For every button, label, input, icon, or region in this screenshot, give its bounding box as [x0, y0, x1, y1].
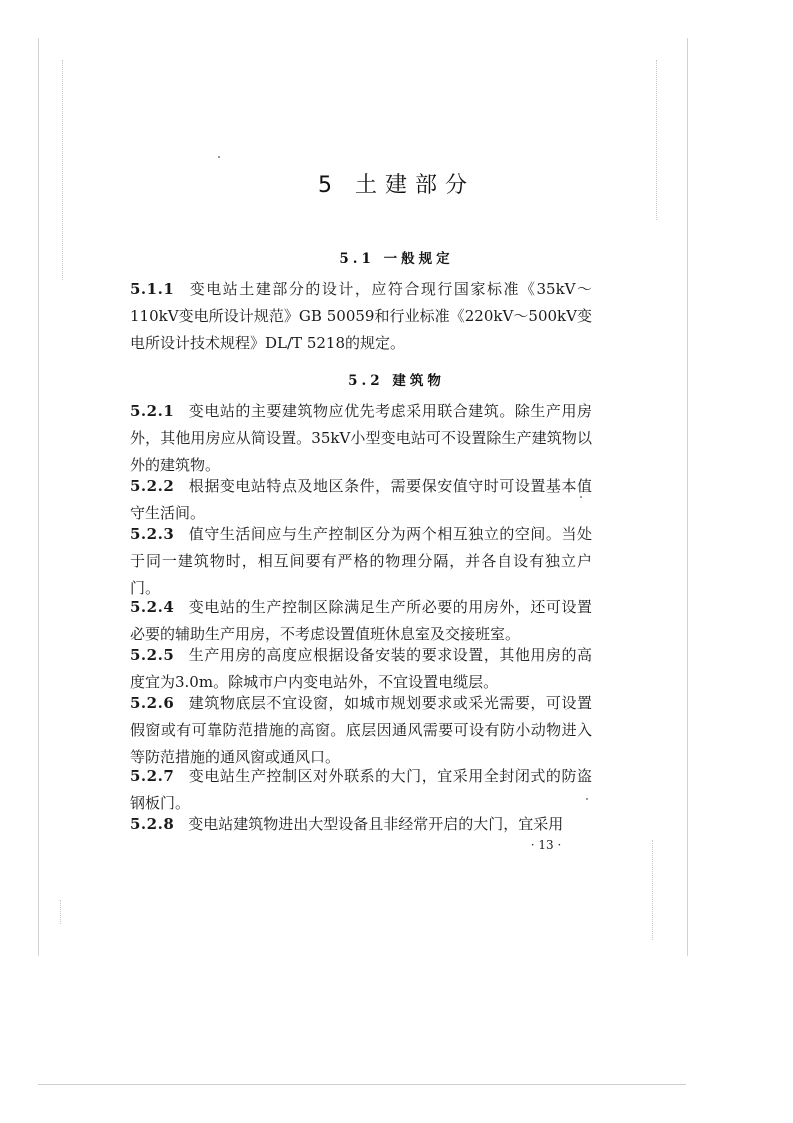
- bottom-rule: [38, 1084, 686, 1085]
- clause: [130, 398, 592, 479]
- clause-text: 变电站生产控制区对外联系的大门，宜采用全封闭式的防盗钢板门。: [130, 767, 592, 812]
- clause-number: 5.2.8: [130, 815, 175, 833]
- clause-text: 变电站的生产控制区除满足生产所必要的用房外，还可设置必要的辅助生产用房，不考虑设置值班休息室及交接班室。: [130, 598, 592, 643]
- clause-text: 变电站的主要建筑物应优先考虑采用联合建筑。除生产用房外，其他用房应从简设置。35kV小型变电站可不设置除生产建筑物以外的建筑物。: [130, 402, 592, 474]
- clause-text: 变电站土建部分的设计，应符合现行国家标准《35kV～110kV变电所设计规范》GB 50059和行业标准《220kV～500kV变电所设计技术规程》DL/T 5218的规定。: [130, 280, 592, 352]
- page-number: · 13 ·: [530, 838, 562, 852]
- scan-speck: [218, 156, 220, 158]
- edge-dots-right-lower: [652, 840, 654, 940]
- clause-number: 5.2.5: [130, 646, 175, 664]
- clause: [130, 642, 592, 696]
- clause-number: 5.1.1: [130, 280, 175, 298]
- clause-number: 5.2.3: [130, 525, 175, 543]
- section-title: 5.1 一般规定: [339, 251, 454, 267]
- clause-number: 5.2.2: [130, 477, 175, 495]
- clause-text: 根据变电站特点及地区条件，需要保安值守时可设置基本值守生活间。: [130, 477, 592, 522]
- clause-text: 建筑物底层不宜设窗，如城市规划要求或采光需要，可设置假窗或有可靠防范措施的高窗。底层因通风需要可设有防小动物进入等防范措施的通风窗或通风口。: [130, 694, 592, 766]
- chapter-title: 5 土建部分: [318, 173, 475, 198]
- clause: [130, 276, 592, 357]
- edge-dots-left-lower: [60, 900, 62, 924]
- clause-text: 值守生活间应与生产控制区分为两个相互独立的空间。当处于同一建筑物时，相互间要有严格的物理分隔，并各自设有独立户门。: [130, 525, 592, 597]
- clause: [130, 690, 592, 771]
- clause-text: 变电站建筑物进出大型设备且非经常开启的大门，宜采用: [188, 815, 564, 833]
- clause: [130, 473, 592, 527]
- clause-text: 生产用房的高度应根据设备安装的要求设置，其他用房的高度宜为3.0m。除城市户内变电站外，不宜设置电缆层。: [130, 646, 592, 691]
- clause: [130, 811, 592, 838]
- clause: [130, 521, 592, 602]
- clause-number: 5.2.6: [130, 694, 175, 712]
- clause-number: 5.2.7: [130, 767, 175, 785]
- clause-number: 5.2.1: [130, 402, 175, 420]
- clause: [130, 594, 592, 648]
- clause-number: 5.2.4: [130, 598, 175, 616]
- section-title: 5.2 建筑物: [348, 373, 445, 389]
- clause: [130, 763, 592, 817]
